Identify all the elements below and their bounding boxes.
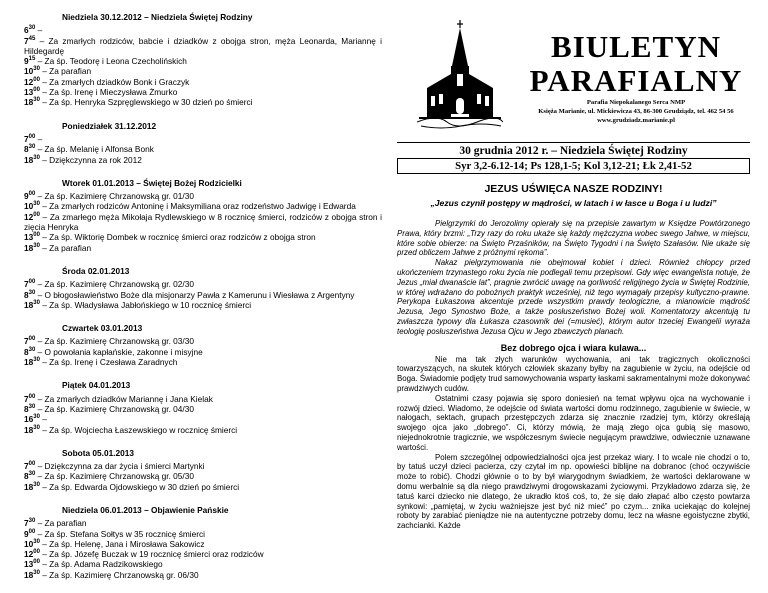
mass-intention: – Za śp. Kazimierę Chrzanowską gr. 03/30 xyxy=(35,336,194,347)
mass-intention: – Za śp. Adama Radzikowskiego xyxy=(39,559,163,570)
mass-time: $18^{30}$ xyxy=(24,97,40,108)
schedule-day xyxy=(24,266,382,310)
mass-time: $18^{30}$ xyxy=(24,569,40,580)
mass-time: $8^{30}$ xyxy=(24,403,36,414)
mass-entry xyxy=(24,191,382,201)
day-title: Niedziela 30.12.2012 – Niedziela Świętej Rodziny xyxy=(62,12,253,22)
mass-time: $18^{30}$ xyxy=(24,357,40,368)
day-title: Piątek 04.01.2013 xyxy=(62,380,131,391)
mass-time: $8^{30}$ xyxy=(24,144,36,155)
mass-intention: – Za śp. Melanię i Alfonsa Bonk xyxy=(35,144,154,155)
article-quote: „Jezus czynił postępy w mądrości, w latach i w łasce u Boga i u ludzi” xyxy=(430,198,717,208)
mass-entry xyxy=(24,549,382,559)
mass-entry xyxy=(24,290,382,300)
mass-entry xyxy=(24,77,382,87)
mass-intention: – Za zmarłych dziadków Bonk i Graczyk xyxy=(39,76,190,87)
mass-time: $8^{30}$ xyxy=(24,471,36,482)
mass-intention: – Dziękczynna za rok 2012 xyxy=(39,154,142,165)
parish-website: www.grudziadz.marianie.pl xyxy=(597,117,675,124)
mass-time: $13^{00}$ xyxy=(24,559,40,570)
mass-intention: – xyxy=(35,25,43,36)
mass-intention: – Dziękczynna za dar życia i śmierci Martynki xyxy=(35,461,205,472)
mass-intention: – Za zmarłych dziadków Mariannę i Jana Kielak xyxy=(35,393,213,404)
article2-title: Bez dobrego ojca i wiara kulawa... xyxy=(500,342,647,353)
mass-intention: – Za parafian xyxy=(35,518,87,529)
mass-entry xyxy=(24,56,382,66)
mass-entry xyxy=(24,404,382,414)
mass-entry xyxy=(24,425,382,435)
mass-time: $7^{00}$ xyxy=(24,461,36,472)
mass-time: $6^{30}$ xyxy=(24,25,36,36)
mass-intention: – Za zmarłego męża Mikołaja Rydlewskiego w 8 rocznicę śmierci, rodziców z obojga stron i zięcia Henryka xyxy=(24,211,382,233)
mass-intention: – Za śp. Irenę i Mieczysława Żmurko xyxy=(39,87,178,98)
mass-entry xyxy=(24,539,382,549)
mass-entry xyxy=(24,482,382,492)
mass-entry xyxy=(24,570,382,580)
mass-time: $12^{00}$ xyxy=(24,549,40,560)
mass-intention: – Za śp. Kazimierę Chrzanowską gr. 01/30 xyxy=(35,191,194,202)
mass-time: $13^{00}$ xyxy=(24,232,40,243)
schedule-day xyxy=(24,323,382,367)
mass-entry xyxy=(24,25,382,35)
mass-entry xyxy=(24,134,382,144)
mass-entry xyxy=(24,518,382,528)
bulletin-title xyxy=(520,30,752,98)
mass-intention: – Za śp. Irenę i Czesława Zaradnych xyxy=(39,357,178,368)
mass-entry xyxy=(24,212,382,233)
mass-intention: – Za śp. Józefę Buczak w 19 rocznicę śmierci oraz rodziców xyxy=(39,549,264,560)
mass-intention: – Za śp. Henryka Szpręglewskiego w 30 dzień po śmierci xyxy=(39,97,253,108)
issue-date: 30 grudnia 2012 r. – Niedziela Świętej Rodziny xyxy=(397,142,750,157)
mass-time: $18^{30}$ xyxy=(24,242,40,253)
article-paragraph: Pielgrzymki do Jerozolimy opierały się na przepisie zawartym w Księdze Powtórzonego Prawa, który brzmi: „Trzy razy do roku ukaże się każdy mężczyzna wobec swego Jahwe, w miejscu, które sobie obierze: na Święto Przaśników, na Święto Tygodni i na Święto Szałasów. Nie ukaże się przed obliczem Jahwe z próżnymi rękoma”. xyxy=(397,219,750,258)
mass-time: $8^{30}$ xyxy=(24,289,36,300)
bulletin-column xyxy=(397,12,750,531)
mass-intention: – Za śp. Stefana Sołtys w 35 rocznicę śmierci xyxy=(35,528,206,539)
day-title: Sobota 05.01.2013 xyxy=(62,447,134,458)
parish-name: Parafia Niepokalanego Serca NMP xyxy=(586,99,686,106)
mass-time: $9^{15}$ xyxy=(24,56,36,67)
mass-entry xyxy=(24,232,382,242)
mass-intention: – O błogosławieństwo Boże dla misjonarzy Pawła z Kamerunu i Wiesława z Argentyny xyxy=(35,289,355,300)
mass-entry xyxy=(24,414,382,424)
day-title: Środa 02.01.2013 xyxy=(62,265,130,276)
parish-address: Księża Marianie, ul. Mickiewicza 43, 86-300 Grudziądz, tel. 462 54 56 xyxy=(538,108,734,115)
mass-intention: – Za zmarłych rodziców Antoninę i Maksymiliana oraz rodzeństwo Jadwigę i Edwarda xyxy=(39,201,356,212)
day-title: Poniedziałek 31.12.2012 xyxy=(62,120,157,131)
title-line-2: PARAFIALNY xyxy=(529,63,743,98)
masthead xyxy=(397,12,750,134)
mass-schedule xyxy=(24,12,382,593)
mass-entry xyxy=(24,336,382,346)
mass-time: $18^{30}$ xyxy=(24,299,40,310)
mass-intention: – Za śp. Wojciecha Łaszewskiego w rocznicę śmierci xyxy=(39,424,238,435)
mass-time: $10^{30}$ xyxy=(24,538,40,549)
mass-entry xyxy=(24,279,382,289)
mass-time: $7^{00}$ xyxy=(24,393,36,404)
mass-entry xyxy=(24,357,382,367)
mass-time: $18^{30}$ xyxy=(24,481,40,492)
mass-intention: – Za śp. Helenę, Jana i Mirosława Sakowicz xyxy=(39,538,205,549)
schedule-day xyxy=(24,178,382,253)
mass-entry xyxy=(24,144,382,154)
mass-time: $8^{30}$ xyxy=(24,346,36,357)
mass-entry xyxy=(24,471,382,481)
mass-intention: – Za zmarłych rodziców, babcie i dziadków z obojga stron, męża Leonarda, Mariannę i Hildegardę xyxy=(24,35,382,56)
mass-time: $18^{30}$ xyxy=(24,424,40,435)
mass-intention: – Za śp. Edwarda Ojdowskiego w 30 dzień po śmierci xyxy=(39,481,240,492)
mass-time: $7^{00}$ xyxy=(24,279,36,290)
schedule-day xyxy=(24,12,382,108)
readings: Syr 3,2-6.12-14; Ps 128,1-5; Kol 3,12-21; Łk 2,41-52 xyxy=(397,158,750,174)
article2-paragraph: Polem szczególnej odpowiedzialności ojca jest przekaz wiary. I to wcale nie chodzi o to, by tatuś uczył dzieci pacierza, czy czytał im np. opowieści biblijne na dobranoc (choć oczywiście może to robić). Chodzi głównie o to by był wiarygodnym świadkiem, że wartości deklarowane w domu werbalnie są dla niego prawdziwymi drogowskazami życiowymi. Przykładowo zdarza się, że tatuś karci dziecko nie dlatego, że ukradło ktoś coś, to, że się dało złapać albo często powtarza synkowi: „pamiętaj, w życiu ważniejsze jest być niż mieć” po czym... znika uciekając do kolejnej roboty by zarabiać pieniądze nie na autentyczne potrzeby domu, lecz na własne egoistyczne zbytki, zachcianki. Każde xyxy=(397,452,750,531)
parish-info xyxy=(520,98,752,125)
mass-entry xyxy=(24,36,382,57)
mass-time: $7^{00}$ xyxy=(24,336,36,347)
mass-intention: – Za śp. Władysława Jabłońskiego w 10 rocznicę śmierci xyxy=(39,299,252,310)
mass-intention: – Za śp. Kazimierę Chrzanowską gr. 04/30 xyxy=(35,403,194,414)
mass-time: $12^{00}$ xyxy=(24,211,40,222)
article-paragraph: Nakaz pielgrzymowania nie obejmował kobiet i dzieci. Również chłopcy przed ukończeniem trzynastego roku życia nie podlegali temu przepisowi. Gdy więc ewangelista notuje, że Jezus „miał dwanaście lat”, pragnie zwrócić uwagę na gorliwość religijnego życia w Świętej Rodzinie, w której wdrażano do pobożnych praktyk wcześniej, niż tego wymagały przepisy kultyczno-prawne. Perykopa Łukaszowa akcentuje przede wszystkim prawdy teologiczne, a mianowicie mądrość Jezusa, Jego Synostwo Boże, a także posłuszeństwo Bożej woli. Komentatorzy akcentują tu zwłaszcza typowy dla Łukasza czasownik dei (=musieć), którym autor trzeciej Ewangelii wyraża teologię posłuszeństwa Jezusa Ojcu w Jego zbawczych planach. xyxy=(397,258,750,336)
day-title: Wtorek 01.01.2013 – Świętej Bożej Rodzicielki xyxy=(62,177,242,188)
schedule-day xyxy=(24,448,382,492)
mass-time: $7^{30}$ xyxy=(24,518,36,529)
mass-time: $13^{00}$ xyxy=(24,87,40,98)
mass-time: $18^{30}$ xyxy=(24,154,40,165)
article-title: JEZUS UŚWIĘCA NASZE RODZINY! xyxy=(484,183,663,195)
mass-time: $9^{00}$ xyxy=(24,191,36,202)
mass-intention: – Za parafian xyxy=(39,66,92,77)
mass-entry xyxy=(24,66,382,76)
mass-entry xyxy=(24,559,382,569)
mass-time: $10^{30}$ xyxy=(24,66,40,77)
mass-entry xyxy=(24,97,382,107)
mass-time: $7^{00}$ xyxy=(24,133,36,144)
mass-intention: – Za śp. Kazimierę Chrzanowską gr. 06/30 xyxy=(39,569,199,580)
mass-intention: – Za parafian xyxy=(39,242,92,253)
mass-time: $10^{30}$ xyxy=(24,201,40,212)
mass-intention: – xyxy=(35,133,43,144)
article2-body xyxy=(397,355,750,531)
mass-entry xyxy=(24,155,382,165)
church-logo-icon xyxy=(417,18,503,138)
mass-intention: – Za śp. Kazimierę Chrzanowską gr. 02/30 xyxy=(35,279,194,290)
mass-intention: – Za śp. Teodorę i Leona Czecholińskich xyxy=(35,56,187,67)
mass-entry xyxy=(24,201,382,211)
mass-intention: – O powołania kapłańskie, zakonne i misyjne xyxy=(35,346,203,357)
schedule-day xyxy=(24,121,382,165)
day-title: Niedziela 06.01.2013 – Objawienie Pańskie xyxy=(62,504,229,515)
mass-intention: – Za śp. Wiktorię Dombek w rocznicę śmierci oraz rodziców z obojga stron xyxy=(39,232,316,243)
title-line-1: BIULETYN xyxy=(551,29,721,64)
day-title: Czwartek 03.01.2013 xyxy=(62,323,143,334)
mass-intention: – xyxy=(39,414,47,425)
mass-entry xyxy=(24,461,382,471)
mass-intention: – Za śp. Kazimierę Chrzanowską gr. 05/30 xyxy=(35,471,194,482)
mass-time: $7^{45}$ xyxy=(24,35,36,46)
mass-entry xyxy=(24,529,382,539)
schedule-day xyxy=(24,380,382,434)
mass-entry xyxy=(24,347,382,357)
mass-time: $12^{00}$ xyxy=(24,76,40,87)
mass-time: $16^{30}$ xyxy=(24,414,40,425)
article2-paragraph: Nie ma tak złych warunków wychowania, ani tak tragicznych okoliczności towarzyszących, na skutek których człowiek skazany byłby na zagubienie w życiu, na odejście od Boga. Świadomie podjęty trud samowychowania wsparty łaskami sakramentalnymi może dokonywać prawdziwych cudów. xyxy=(397,354,750,393)
mass-entry xyxy=(24,243,382,253)
mass-entry xyxy=(24,394,382,404)
mass-entry xyxy=(24,300,382,310)
mass-entry xyxy=(24,87,382,97)
article2-paragraph: Ostatnimi czasy pojawia się sporo doniesień na temat wpływu ojca na wychowanie i rozwój dzieci. Wiadomo, że odejście od świata wartości domu rodzinnego, zagubienie w świecie, w nałogach, sektach, grupach przestępczych zdarza się znacznie rzadziej tym, którzy określają swojego ojca jako „dobrego”. Ci, którzy mówią, że mają złego ojca gubią się masowo, niejednokrotnie tragicznie, we współczesnym świecie negującym prawdziwe, odwiecznie uznawane wartości. xyxy=(397,393,750,452)
mass-time: $9^{00}$ xyxy=(24,528,36,539)
